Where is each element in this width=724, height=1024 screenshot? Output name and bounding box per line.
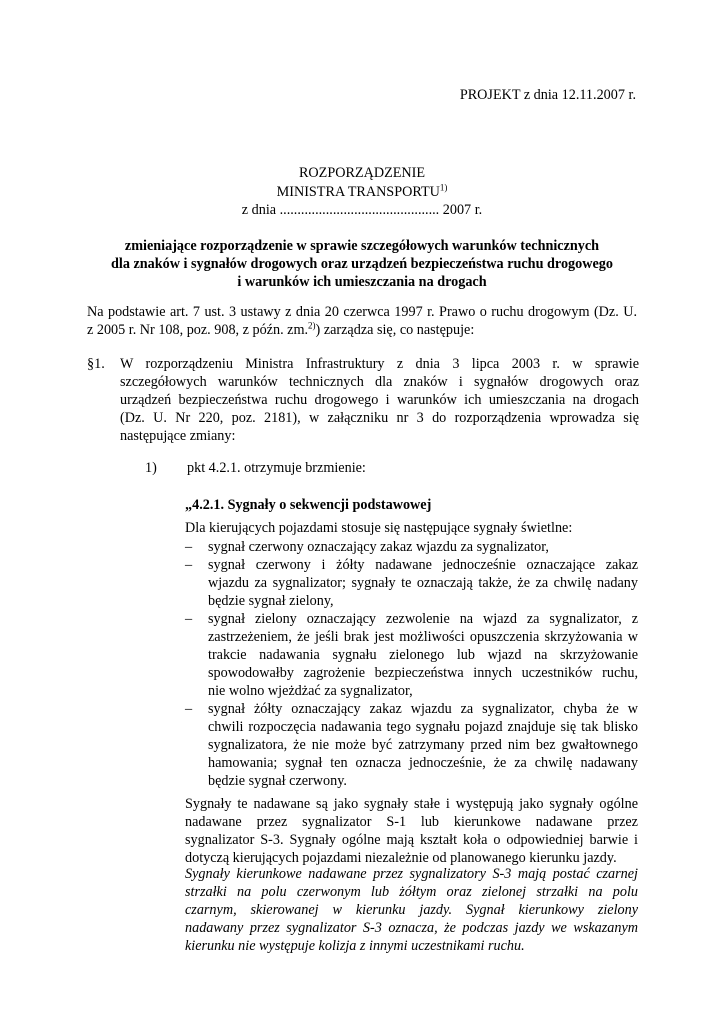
list-item	[185, 556, 638, 610]
preamble	[87, 303, 637, 339]
point-intro: Dla kierujących pojazdami stosuje się następujące sygnały świetlne:	[185, 520, 573, 536]
list-item-number: 1)	[145, 460, 157, 476]
section-line: następujące zmiany:	[120, 428, 236, 444]
issuing-authority	[0, 183, 724, 201]
bullet-line: spowodowałby zagrożenie bezpieczeństwa innych uczestników ruchu,	[208, 665, 638, 681]
paragraph-line: strzałki na polu czerwonym lub żółtym oraz zielonej strzałki na polu	[185, 884, 638, 900]
bullet-line: hamowania; sygnał ten oznacza jednocześnie, że za chwilę nadawany	[208, 755, 638, 771]
paragraph-line: nadawane przez sygnalizator S-1 lub kierunkowe nadawane przez	[185, 814, 638, 830]
paragraph-line: Sygnały te nadawane są jako sygnały stałe i występują jako sygnały ogólne	[185, 796, 638, 812]
footnote-ref-1: 1)	[439, 182, 448, 193]
document-type: ROZPORZĄDZENIE	[298, 165, 426, 181]
dash-bullet: –	[185, 539, 193, 555]
bullet-line: sygnał czerwony oznaczający zakaz wjazdu za sygnalizator,	[208, 539, 549, 555]
dash-bullet: –	[185, 611, 193, 627]
section-line: (Dz. U. Nr 220, poz. 2181), w załączniku nr 3 do rozporządzenia wprowadza się	[120, 410, 639, 426]
point-heading: „4.2.1. Sygnały o sekwencji podstawowej	[185, 497, 432, 513]
section-number: §1.	[87, 356, 105, 372]
paragraph-line: Sygnały kierunkowe nadawane przez sygnalizatory S-3 mają postać czarnej	[185, 866, 638, 882]
bullet-line: sygnał czerwony i żółty nadawane jednocześnie oznaczające zakaz	[208, 557, 638, 573]
document-date: z dnia ............................................. 2007 r.	[241, 202, 483, 218]
dash-bullet: –	[185, 701, 193, 717]
list-item-text: pkt 4.2.1. otrzymuje brzmienie:	[187, 460, 366, 476]
footnote-ref-2: 2)	[308, 320, 316, 331]
bullet-line: sygnał zielony oznaczający zezwolenie na wjazd za sygnalizator, z	[208, 611, 638, 627]
list-item	[185, 610, 638, 700]
bullet-line: będzie sygnał zielony,	[208, 593, 334, 609]
section-line: szczegółowych warunków technicznych dla znaków i sygnałów drogowych oraz	[120, 374, 639, 390]
subject-line: zmieniające rozporządzenie w sprawie szczegółowych warunków technicznych	[124, 238, 600, 254]
section-line: urządzeń bezpieczeństwa ruchu drogowego i warunków ich umieszczania na drogach	[120, 392, 639, 408]
section-line: W rozporządzeniu Ministra Infrastruktury z dnia 3 lipca 2003 r. w sprawie	[120, 356, 639, 372]
bullet-line: sygnał żółty oznaczający zakaz wjazdu za sygnalizator, chyba że w	[208, 701, 638, 717]
paragraph-line: czarnym, skierowanej w kierunku jazdy. Sygnał kierunkowy zielony	[185, 902, 638, 918]
project-date: PROJEKT z dnia 12.11.2007 r.	[459, 87, 636, 103]
authority-name: MINISTRA TRANSPORTU	[276, 184, 440, 200]
paragraph-line: dotyczą kierujących pojazdami niezależnie od planowanego kierunku jazdy.	[185, 850, 617, 866]
preamble-text: z 2005 r. Nr 108, poz. 908, z późn. zm.	[87, 322, 309, 338]
section-text	[120, 355, 639, 445]
paragraph-line: sygnalizator S-3. Sygnały ogólne mają kształt koła o odpowiedniej barwie i	[185, 832, 638, 848]
bullet-line: trakcie nadawania sygnału zielonego lub wjazd na skrzyżowanie	[208, 647, 638, 663]
bullet-line: chwili rozpoczęcia nadawania tego sygnału pojazd znajduje się tak blisko	[208, 719, 638, 735]
list-item	[185, 700, 638, 790]
subject-line: dla znaków i sygnałów drogowych oraz urządzeń bezpieczeństwa ruchu drogowego	[111, 256, 613, 272]
directional-signals-paragraph	[185, 865, 638, 955]
bullet-line: nie wolno wjeżdżać za sygnalizator,	[208, 683, 413, 699]
list-item	[185, 538, 638, 556]
preamble-line	[87, 321, 637, 339]
bullet-line: wjazdu za sygnalizator; sygnały te oznaczają także, że za chwilę nadany	[208, 575, 638, 591]
bullet-line: będzie sygnał czerwony.	[208, 773, 347, 789]
subject-line: i warunków ich umieszczania na drogach	[237, 274, 487, 290]
preamble-line: Na podstawie art. 7 ust. 3 ustawy z dnia 20 czerwca 1997 r. Prawo o ruchu drogowym (Dz. U.	[87, 304, 637, 320]
signal-list	[185, 538, 638, 790]
bullet-line: sygnalizatora, że nie może być zatrzymany przed nim bez gwałtownego	[208, 737, 638, 753]
general-signals-paragraph	[185, 795, 638, 867]
preamble-text: ) zarządza się, co następuje:	[315, 322, 475, 338]
paragraph-line: nadawany przez sygnalizator S-3 oznacza, że podczas jazdy we wskazanym	[185, 920, 638, 936]
paragraph-line: kierunku nie występuje kolizja z innymi uczestnikami ruchu.	[185, 938, 525, 954]
bullet-line: zastrzeżeniem, że jeśli brak jest możliwości opuszczenia skrzyżowania w	[208, 629, 638, 645]
document-subject	[0, 237, 724, 291]
dash-bullet: –	[185, 557, 193, 573]
